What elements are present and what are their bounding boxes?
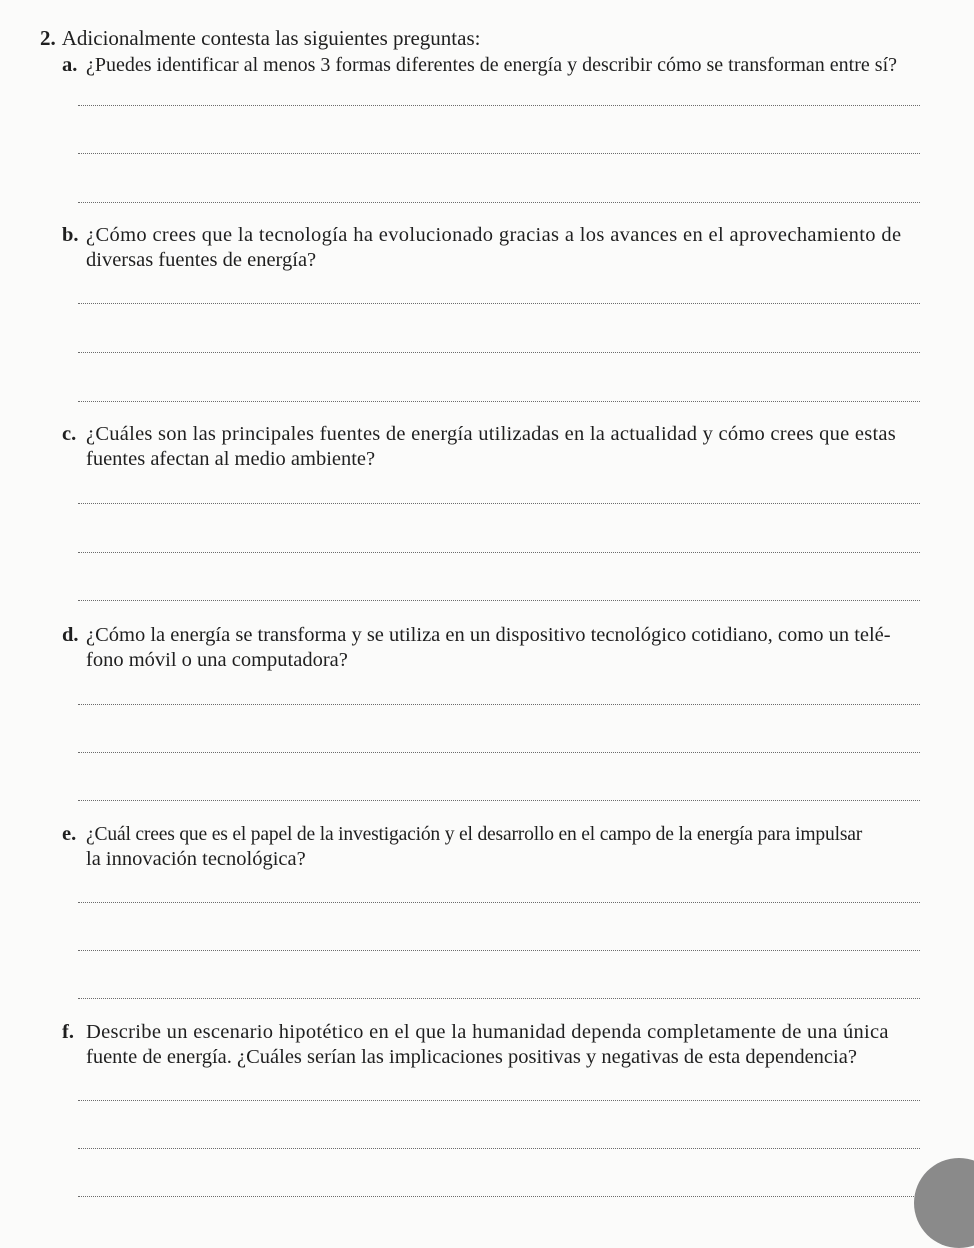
question-letter: b. xyxy=(62,224,79,246)
question-text: Describe un escenario hipotético en el que la humanidad dependa completamente de una única xyxy=(86,1021,889,1043)
answer-line-e2[interactable] xyxy=(78,950,920,951)
answer-line-f2[interactable] xyxy=(78,1148,920,1149)
answer-line-b2[interactable] xyxy=(78,352,920,353)
section-number: 2. xyxy=(40,26,56,50)
answer-line-e3[interactable] xyxy=(78,998,920,999)
answer-line-c1[interactable] xyxy=(78,503,920,504)
question-text-continuation: fono móvil o una computadora? xyxy=(86,649,348,671)
question-letter: a. xyxy=(62,54,78,76)
section-title: Adicionalmente contesta las siguientes preguntas: xyxy=(61,26,481,50)
answer-line-a1[interactable] xyxy=(78,105,920,106)
answer-line-d2[interactable] xyxy=(78,752,920,753)
section-heading xyxy=(40,24,480,52)
answer-line-b1[interactable] xyxy=(78,303,920,304)
question-text: ¿Cuáles son las principales fuentes de energía utilizadas en la actualidad y cómo crees que estas xyxy=(86,423,896,445)
question-d xyxy=(62,623,922,673)
question-text: ¿Puedes identificar al menos 3 formas diferentes de energía y describir cómo se transforman entre sí? xyxy=(86,54,897,76)
answer-line-c3[interactable] xyxy=(78,600,920,601)
question-text-continuation: la innovación tecnológica? xyxy=(86,848,306,870)
question-text-continuation: fuentes afectan al medio ambiente? xyxy=(86,448,376,470)
answer-line-a2[interactable] xyxy=(78,153,920,154)
question-text: ¿Cuál crees que es el papel de la investigación y el desarrollo en el campo de la energía para impulsar xyxy=(86,824,863,845)
answer-line-d1[interactable] xyxy=(78,704,920,705)
answer-line-f1[interactable] xyxy=(78,1100,920,1101)
answer-line-b3[interactable] xyxy=(78,401,920,402)
answer-line-d3[interactable] xyxy=(78,800,920,801)
answer-line-e1[interactable] xyxy=(78,902,920,903)
question-e xyxy=(62,822,922,872)
question-text-continuation: fuente de energía. ¿Cuáles serían las implicaciones positivas y negativas de esta dependencia? xyxy=(86,1046,857,1068)
question-f xyxy=(62,1020,922,1070)
question-text: ¿Cómo crees que la tecnología ha evolucionado gracias a los avances en el aprovechamiento de xyxy=(86,224,902,246)
answer-line-a3[interactable] xyxy=(78,202,920,203)
question-letter: e. xyxy=(62,823,77,845)
question-c xyxy=(62,422,922,472)
question-b xyxy=(62,223,922,273)
answer-line-c2[interactable] xyxy=(78,552,920,553)
question-text-continuation: diversas fuentes de energía? xyxy=(86,249,317,271)
page-corner-shadow xyxy=(914,1158,974,1248)
question-letter: d. xyxy=(62,624,79,646)
question-text: ¿Cómo la energía se transforma y se utiliza en un dispositivo tecnológico cotidiano, como un telé- xyxy=(86,624,891,646)
answer-line-f3[interactable] xyxy=(78,1196,920,1197)
question-letter: f. xyxy=(62,1021,74,1043)
question-a xyxy=(62,53,922,78)
question-letter: c. xyxy=(62,423,77,445)
